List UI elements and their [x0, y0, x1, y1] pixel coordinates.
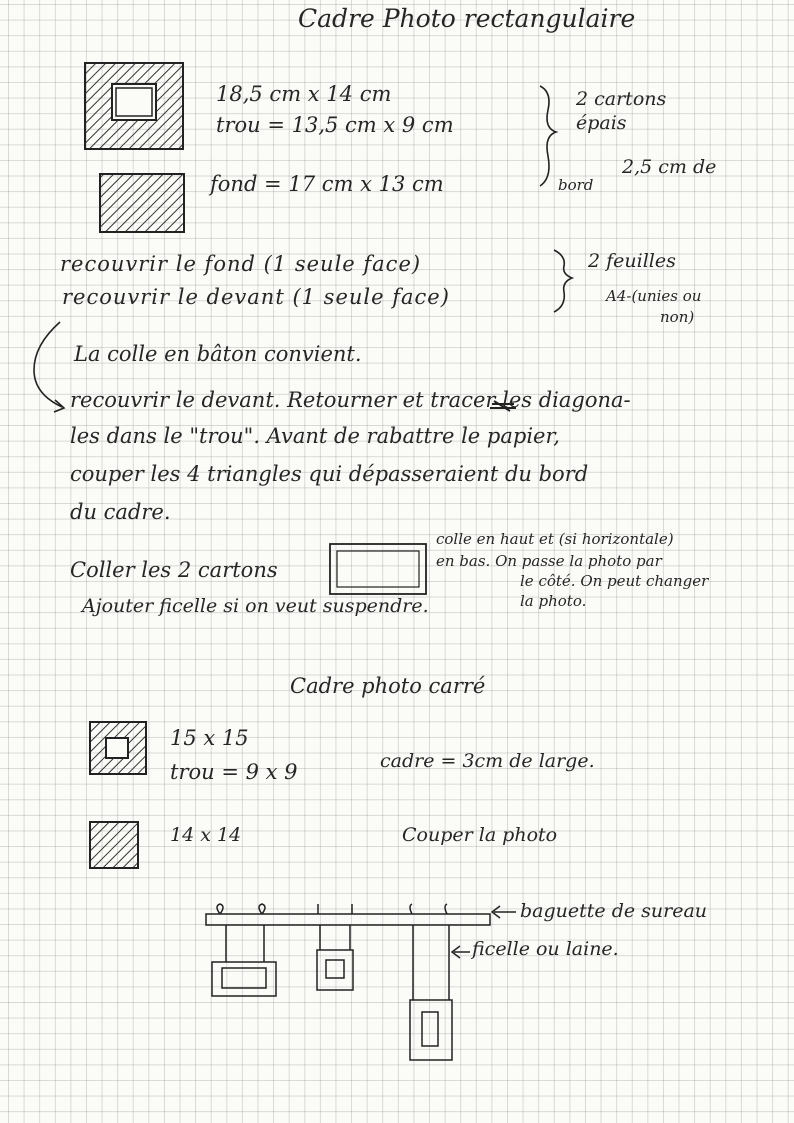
square-frame-hole-dims: trou = 9 x 9	[170, 760, 298, 784]
instructions-line3: couper les 4 triangles qui dépasseraient du bord	[70, 462, 589, 486]
cartons-sketch	[330, 544, 426, 594]
sheets-note-line1: 2 feuilles	[588, 250, 676, 272]
rect-frame-back-drawing	[100, 174, 184, 232]
square-frame-back-drawing	[90, 822, 138, 868]
string-label: ficelle ou laine.	[472, 938, 619, 960]
rect-frame-outer-dims: 18,5 cm x 14 cm	[216, 82, 392, 106]
cover-back-text: recouvrir le fond (1 seule face)	[60, 252, 422, 276]
glue-note-line3: le côté. On peut changer	[520, 572, 709, 590]
cartons-brace	[540, 86, 556, 186]
instructions-line2: les dans le "trou". Avant de rabattre le papier,	[70, 424, 560, 448]
glue-note-line1: colle en haut et (si horizontale)	[436, 530, 674, 548]
rect-frame-front-drawing	[85, 63, 183, 149]
rect-frame-back-dims: fond = 17 cm x 13 cm	[210, 172, 444, 196]
rect-frame-title: Cadre Photo rectangulaire	[298, 4, 636, 33]
hanging-sketch-drawing	[206, 904, 516, 1060]
cut-photo-note: Couper la photo	[402, 824, 558, 846]
glue-stick-text: La colle en bâton convient.	[74, 342, 362, 366]
instructions-line1: recouvrir le devant. Retourner et tracer les diagona-	[70, 388, 631, 412]
cartons-note-line2: épais	[576, 112, 627, 134]
instructions-line4: du cadre.	[70, 500, 171, 524]
square-frame-width-note: cadre = 3cm de large.	[380, 750, 595, 772]
glue-note-line4: la photo.	[520, 592, 587, 610]
sheets-note-line2: A4-(unies ou	[606, 287, 702, 305]
curved-arrow	[34, 322, 64, 412]
border-note-line1: 2,5 cm de	[622, 156, 717, 178]
square-frame-front-drawing	[90, 722, 146, 774]
square-frame-title: Cadre photo carré	[290, 674, 486, 698]
sheets-brace	[554, 250, 572, 312]
glue-note-line2: en bas. On passe la photo par	[436, 552, 662, 570]
glue-cartons-text: Coller les 2 cartons	[70, 558, 278, 582]
square-frame-back-dims: 14 x 14	[170, 824, 242, 846]
stick-label: baguette de sureau	[520, 900, 708, 922]
square-frame-outer-dims: 15 x 15	[170, 726, 249, 750]
rect-frame-hole-dims: trou = 13,5 cm x 9 cm	[216, 113, 454, 137]
cartons-note-line1: 2 cartons	[576, 88, 667, 110]
cover-front-text: recouvrir le devant (1 seule face)	[62, 285, 450, 309]
border-note-line2: bord	[558, 176, 594, 194]
sheets-note-line3: non)	[660, 308, 695, 326]
string-text: Ajouter ficelle si on veut suspendre.	[82, 595, 429, 617]
